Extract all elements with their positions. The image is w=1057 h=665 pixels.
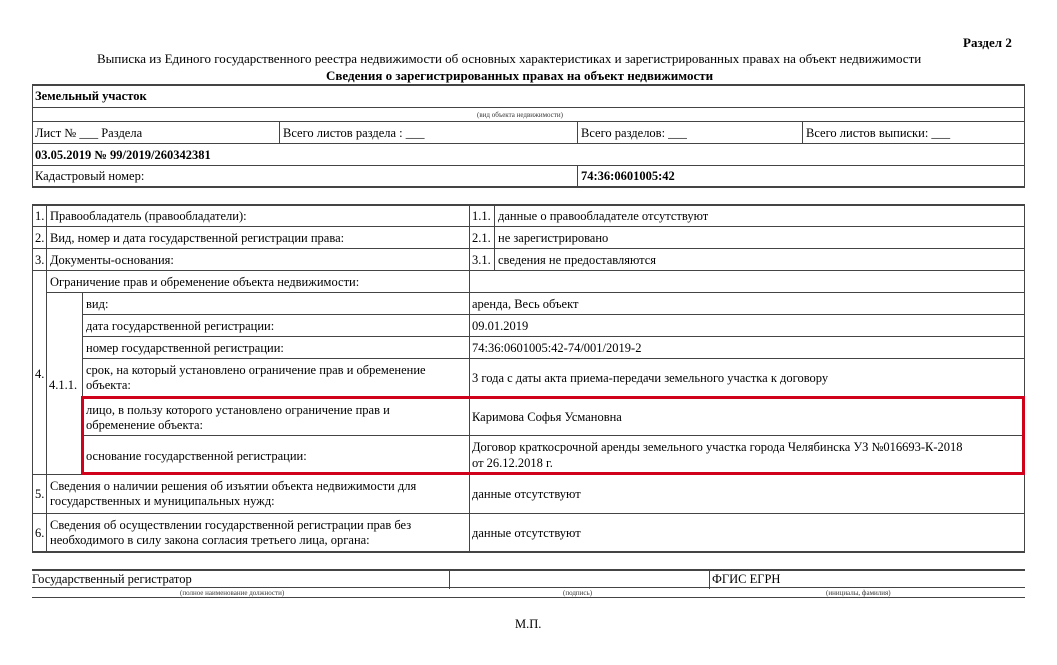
system-label: ФГИС ЕГРН [712, 572, 781, 586]
document-title: Выписка из Единого государственного реестра недвижимости об основных характеристиках и зарегистрированных правах на объект недвижимости [97, 51, 922, 66]
caption-initials: (инициалы, фамилия) [826, 589, 891, 597]
document-subtitle: Сведения о зарегистрированных правах на объект недвижимости [326, 68, 714, 83]
object-type-caption: (вид объекта недвижимости) [477, 111, 563, 119]
total-sheets: Всего листов выписки: ___ [806, 126, 951, 140]
sheet-number: Лист № ___ Раздела [35, 126, 143, 140]
date-number: 03.05.2019 № 99/2019/260342381 [35, 148, 211, 162]
highlight-frame [81, 396, 1025, 475]
cadastral-label: Кадастровый номер: [35, 169, 145, 183]
caption-position: (полное наименование должности) [180, 589, 285, 597]
sheets-in-section: Всего листов раздела : ___ [283, 126, 425, 140]
cadastral-number: 74:36:0601005:42 [581, 169, 675, 183]
caption-signature: (подпись) [563, 589, 593, 597]
total-sections: Всего разделов: ___ [581, 126, 687, 140]
object-type: Земельный участок [35, 89, 147, 103]
section-label: Раздел 2 [963, 35, 1012, 50]
registrar-label: Государственный регистратор [32, 572, 192, 586]
stamp-label: М.П. [515, 617, 542, 631]
